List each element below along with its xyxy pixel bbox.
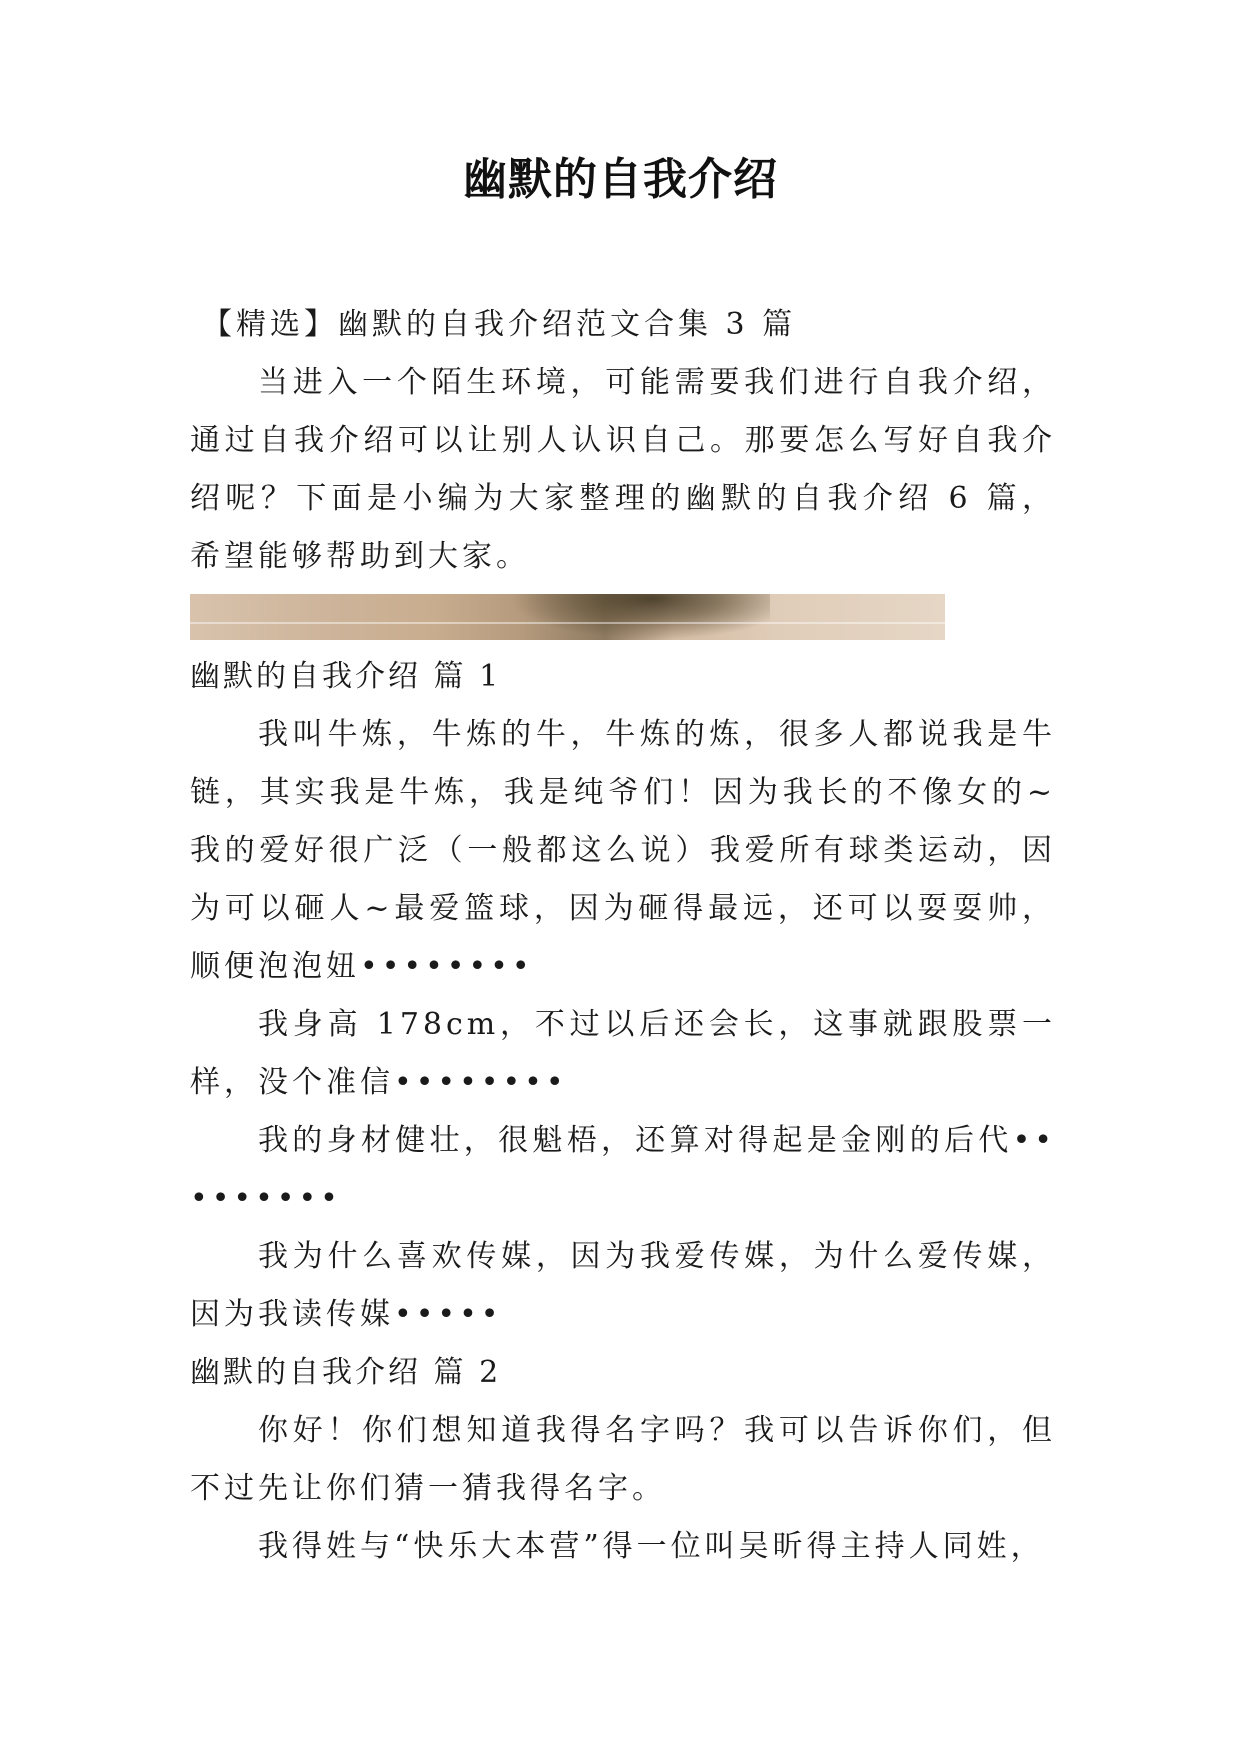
document-title: 幽默的自我介绍 xyxy=(463,154,778,205)
section-1-paragraph-3: 我的身材健壮，很魁梧，还算对得起是金刚的后代••••••••• xyxy=(190,1123,1056,1216)
section-1-paragraph-2: 我身高 178cm，不过以后还会长，这事就跟股票一样，没个准信•••••••• xyxy=(190,1007,1056,1100)
section-1-paragraph-1: 我叫牛炼，牛炼的牛，牛炼的炼，很多人都说我是牛链，其实我是牛炼，我是纯爷们！因为我长的不像女的~我的爱好很广泛（一般都这么说）我爱所有球类运动，因为可以砸人~最爱篮球，因为砸得最远，还可以耍耍帅，顺便泡泡妞•••••••• xyxy=(190,717,1056,984)
lead-line: 【精选】幽默的自我介绍范文合集 3 篇 xyxy=(202,307,797,342)
section-1-paragraph-4: 我为什么喜欢传媒，因为我爱传媒，为什么爱传媒，因为我读传媒••••• xyxy=(190,1239,1056,1332)
decorative-photo-strip xyxy=(190,594,945,640)
section-heading-2: 幽默的自我介绍 篇 2 xyxy=(190,1355,502,1390)
section-2-paragraph-2: 我得姓与“快乐大本营”得一位叫吴昕得主持人同姓， xyxy=(258,1529,1045,1564)
intro-paragraph: 当进入一个陌生环境，可能需要我们进行自我介绍，通过自我介绍可以让别人认识自己。那要怎么写好自我介绍呢？下面是小编为大家整理的幽默的自我介绍 6 篇，希望能够帮助到大家。 xyxy=(190,365,1056,574)
section-heading-1: 幽默的自我介绍 篇 1 xyxy=(190,659,502,694)
section-2-paragraph-1: 你好！你们想知道我得名字吗？我可以告诉你们，但不过先让你们猜一猜我得名字。 xyxy=(190,1413,1056,1506)
document-body xyxy=(190,296,1056,1576)
